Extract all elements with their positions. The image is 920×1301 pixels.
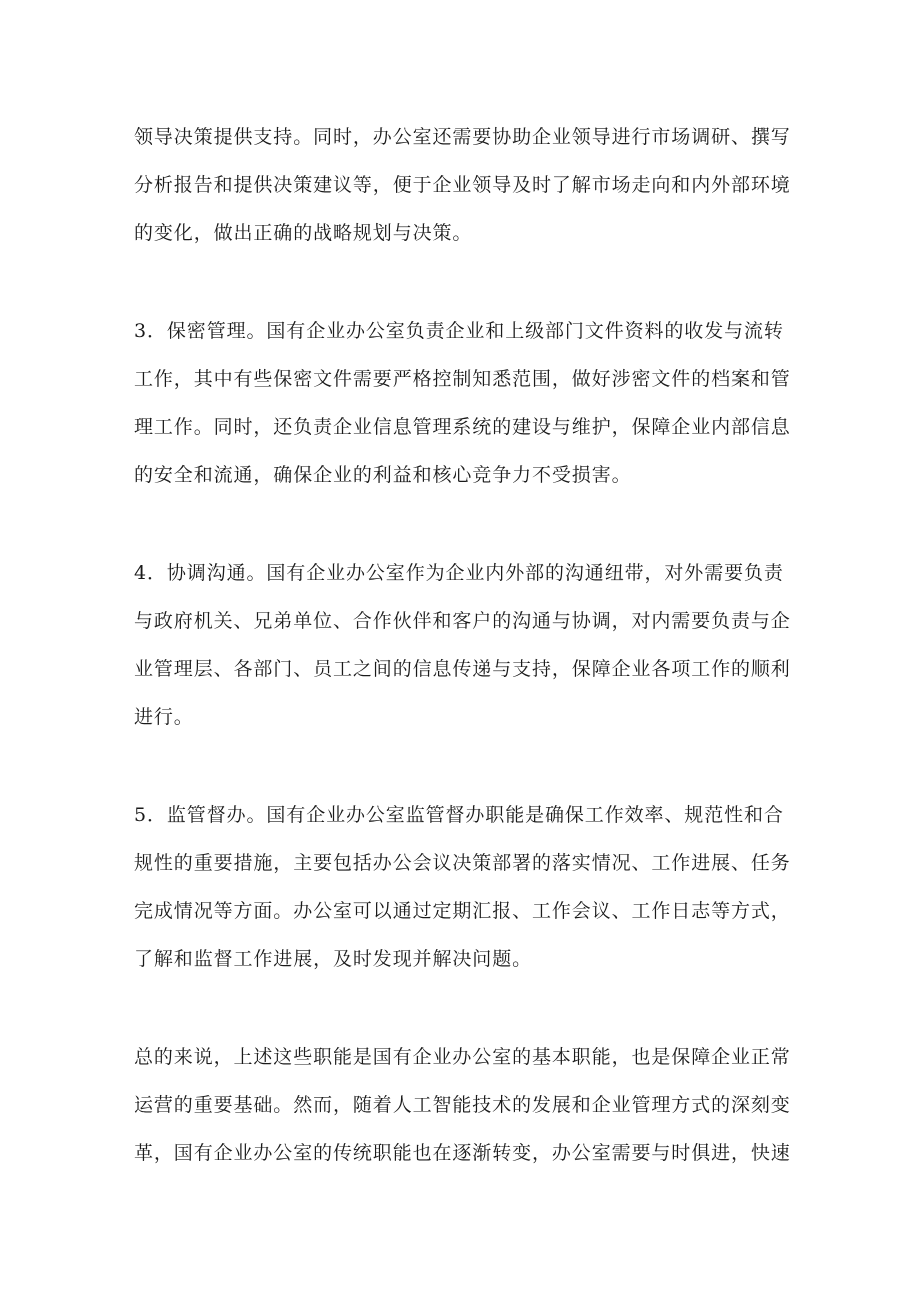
text-line: 5．监管督办。国有企业办公室监管督办职能是确保工作效率、规范性和合	[134, 804, 784, 826]
paragraph-supervision	[134, 791, 794, 983]
text-line: 业管理层、各部门、员工之间的信息传递与支持，保障企业各项工作的顺利	[134, 658, 791, 680]
text-line: 的变化，做出正确的战略规划与决策。	[134, 222, 473, 244]
paragraph-coordination-communication	[134, 549, 794, 741]
text-line: 与政府机关、兄弟单位、合作伙伴和客户的沟通与协调，对内需要负责与企	[134, 610, 791, 632]
text-line: 完成情况等方面。办公室可以通过定期汇报、工作会议、工作日志等方式，	[134, 900, 791, 922]
text-line: 运营的重要基础。然而，随着人工智能技术的发展和企业管理方式的深刻变	[134, 1094, 791, 1116]
text-line: 总的来说，上述这些职能是国有企业办公室的基本职能，也是保障企业正常	[134, 1046, 791, 1068]
paragraph-decision-support	[134, 113, 794, 257]
paragraph-confidentiality-management	[134, 307, 794, 499]
paragraph-summary	[134, 1033, 794, 1177]
text-line: 革，国有企业办公室的传统职能也在逐渐转变，办公室需要与时俱进，快速	[134, 1142, 791, 1164]
text-line: 3．保密管理。国有企业办公室负责企业和上级部门文件资料的收发与流转	[134, 320, 784, 342]
text-line: 的安全和流通，确保企业的利益和核心竞争力不受损害。	[134, 464, 632, 486]
text-line: 工作，其中有些保密文件需要严格控制知悉范围，做好涉密文件的档案和管	[134, 368, 791, 390]
text-line: 领导决策提供支持。同时，办公室还需要协助企业领导进行市场调研、撰写	[134, 126, 791, 148]
text-line: 4．协调沟通。国有企业办公室作为企业内外部的沟通纽带，对外需要负责	[134, 562, 784, 584]
text-line: 了解和监督工作进展，及时发现并解决问题。	[134, 948, 533, 970]
text-line: 理工作。同时，还负责企业信息管理系统的建设与维护，保障企业内部信息	[134, 416, 791, 438]
text-line: 规性的重要措施，主要包括办公会议决策部署的落实情况、工作进展、任务	[134, 852, 791, 874]
text-line: 分析报告和提供决策建议等，便于企业领导及时了解市场走向和内外部环境	[134, 174, 791, 196]
text-line: 进行。	[134, 706, 194, 728]
